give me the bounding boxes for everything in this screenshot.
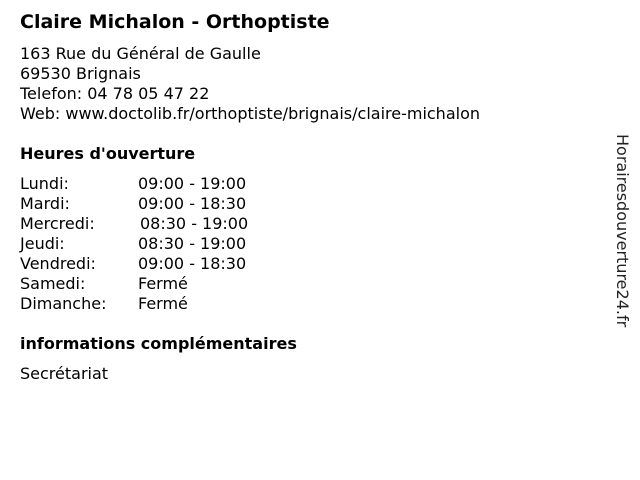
hours-row-wednesday [20, 214, 320, 234]
additional-info-text: Secrétariat [20, 364, 109, 383]
day-label: Jeudi: [20, 234, 65, 253]
hours-row-saturday [20, 274, 320, 294]
hours-row-thursday [20, 234, 320, 254]
day-label: Mardi: [20, 194, 70, 213]
city-postcode: 69530 Brignais [20, 64, 141, 83]
time-range: Fermé [138, 274, 188, 293]
hours-row-tuesday [20, 194, 320, 214]
day-label: Lundi: [20, 174, 69, 193]
time-range: 09:00 - 19:00 [138, 174, 247, 193]
day-label: Dimanche: [20, 294, 107, 313]
time-range: 08:30 - 19:00 [140, 214, 249, 233]
site-watermark [612, 134, 632, 344]
day-label: Mercredi: [20, 214, 95, 233]
time-range: Fermé [138, 294, 188, 313]
page-title: Claire Michalon - Orthoptiste [20, 11, 330, 33]
hours-row-friday [20, 254, 320, 274]
website: Web: www.doctolib.fr/orthoptiste/brignais/claire-michalon [20, 104, 480, 123]
time-range: 08:30 - 19:00 [138, 234, 247, 253]
hours-row-sunday [20, 294, 320, 314]
day-label: Samedi: [20, 274, 86, 293]
address-block [20, 44, 480, 124]
day-label: Vendredi: [20, 254, 96, 273]
opening-hours-heading: Heures d'ouverture [20, 144, 196, 163]
time-range: 09:00 - 18:30 [138, 254, 247, 273]
watermark-text: Horairesdouverture24.fr [613, 134, 632, 328]
hours-row-monday [20, 174, 320, 194]
street-address: 163 Rue du Général de Gaulle [20, 44, 261, 63]
phone-number: Telefon: 04 78 05 47 22 [20, 84, 210, 103]
opening-hours-table [20, 174, 320, 314]
additional-info-heading: informations complémentaires [20, 334, 297, 353]
time-range: 09:00 - 18:30 [138, 194, 247, 213]
